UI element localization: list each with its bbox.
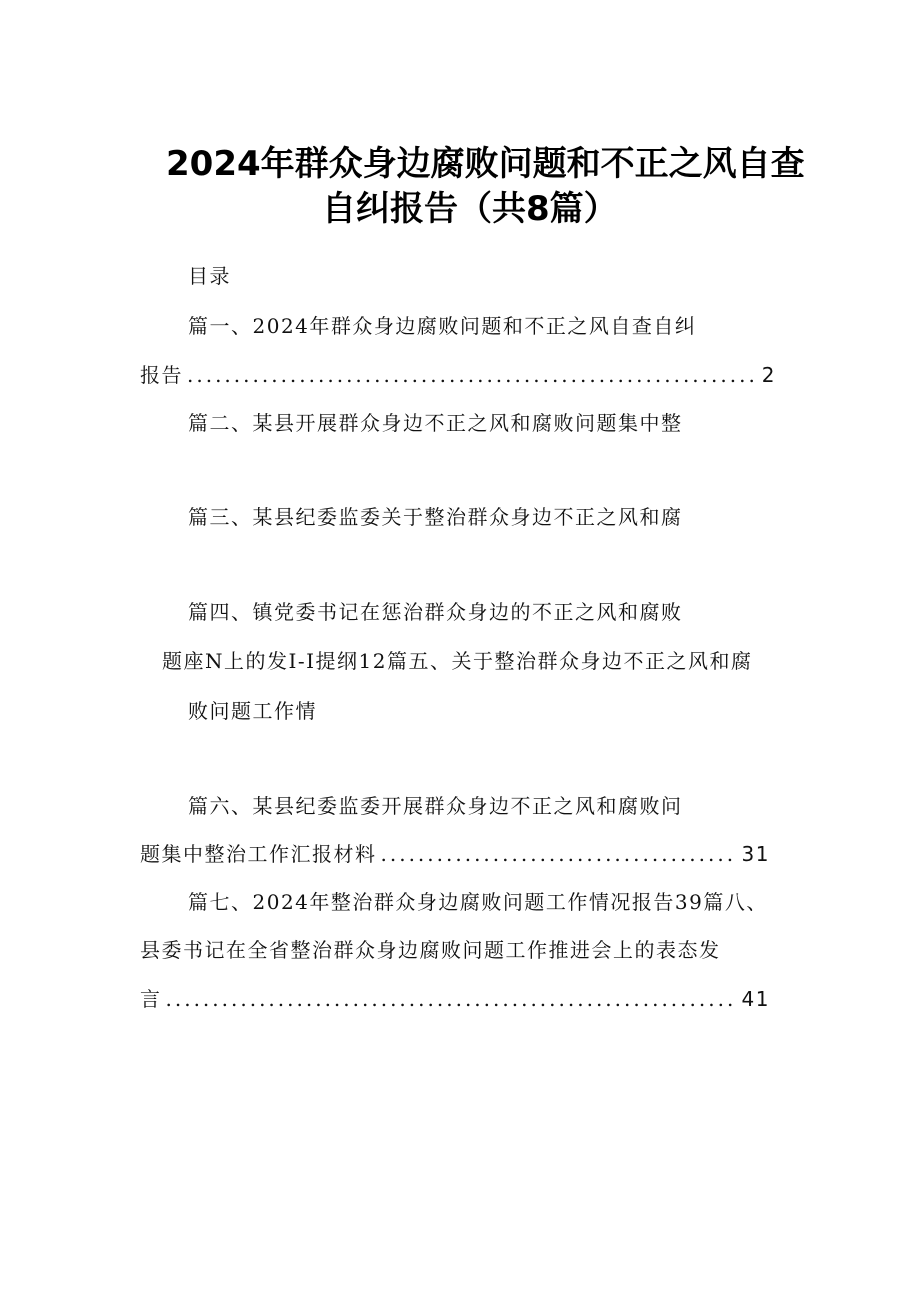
- toc-heading: 目录: [188, 264, 231, 288]
- toc-entry-6-page-row: [140, 840, 770, 868]
- toc-entry-6-line-2: 题集中整治工作汇报材料: [140, 842, 377, 866]
- toc-entry-3-line-1: 篇三、某县纪委监委关于整治群众身边不正之风和腐: [188, 505, 683, 529]
- toc-entry-8-line-2: 县委书记在全省整治群众身边腐败问题工作推进会上的表态发: [140, 938, 721, 962]
- toc-entry-1-page-number: 2: [761, 363, 776, 387]
- document-title-line-1: 2024年群众身边腐败问题和不正之风自查: [166, 144, 805, 184]
- toc-entry-7-line-1: 篇七、2024年整治群众身边腐败问题工作情况报告39篇八、: [188, 890, 768, 914]
- toc-leader-dots: [166, 985, 738, 1013]
- toc-leader-dots: [187, 361, 758, 389]
- toc-leader-dots: [381, 840, 738, 868]
- document-title-line-2: 自纠报告（共8篇）: [322, 189, 618, 229]
- toc-entry-2-line-1: 篇二、某县开展群众身边不正之风和腐败问题集中整: [188, 411, 683, 435]
- toc-entry-8-page-row: [140, 985, 770, 1013]
- toc-entry-1-line-2: 报告: [140, 363, 183, 387]
- toc-entry-1-page-row: [140, 361, 776, 389]
- toc-entry-8-page-number: 41: [741, 987, 770, 1011]
- toc-entry-4-line-2: 题座N上的发I-I提纲12篇五、关于整治群众身边不正之风和腐: [162, 649, 753, 673]
- toc-entry-1-line-1: 篇一、2024年群众身边腐败问题和不正之风自查自纠: [188, 314, 697, 338]
- toc-entry-6-page-number: 31: [741, 842, 770, 866]
- toc-entry-8-line-3: 言: [140, 987, 162, 1011]
- toc-entry-4-line-1: 篇四、镇党委书记在惩治群众身边的不正之风和腐败: [188, 600, 683, 624]
- toc-entry-4-line-3: 败问题工作情: [188, 699, 317, 723]
- toc-entry-6-line-1: 篇六、某县纪委监委开展群众身边不正之风和腐败问: [188, 794, 683, 818]
